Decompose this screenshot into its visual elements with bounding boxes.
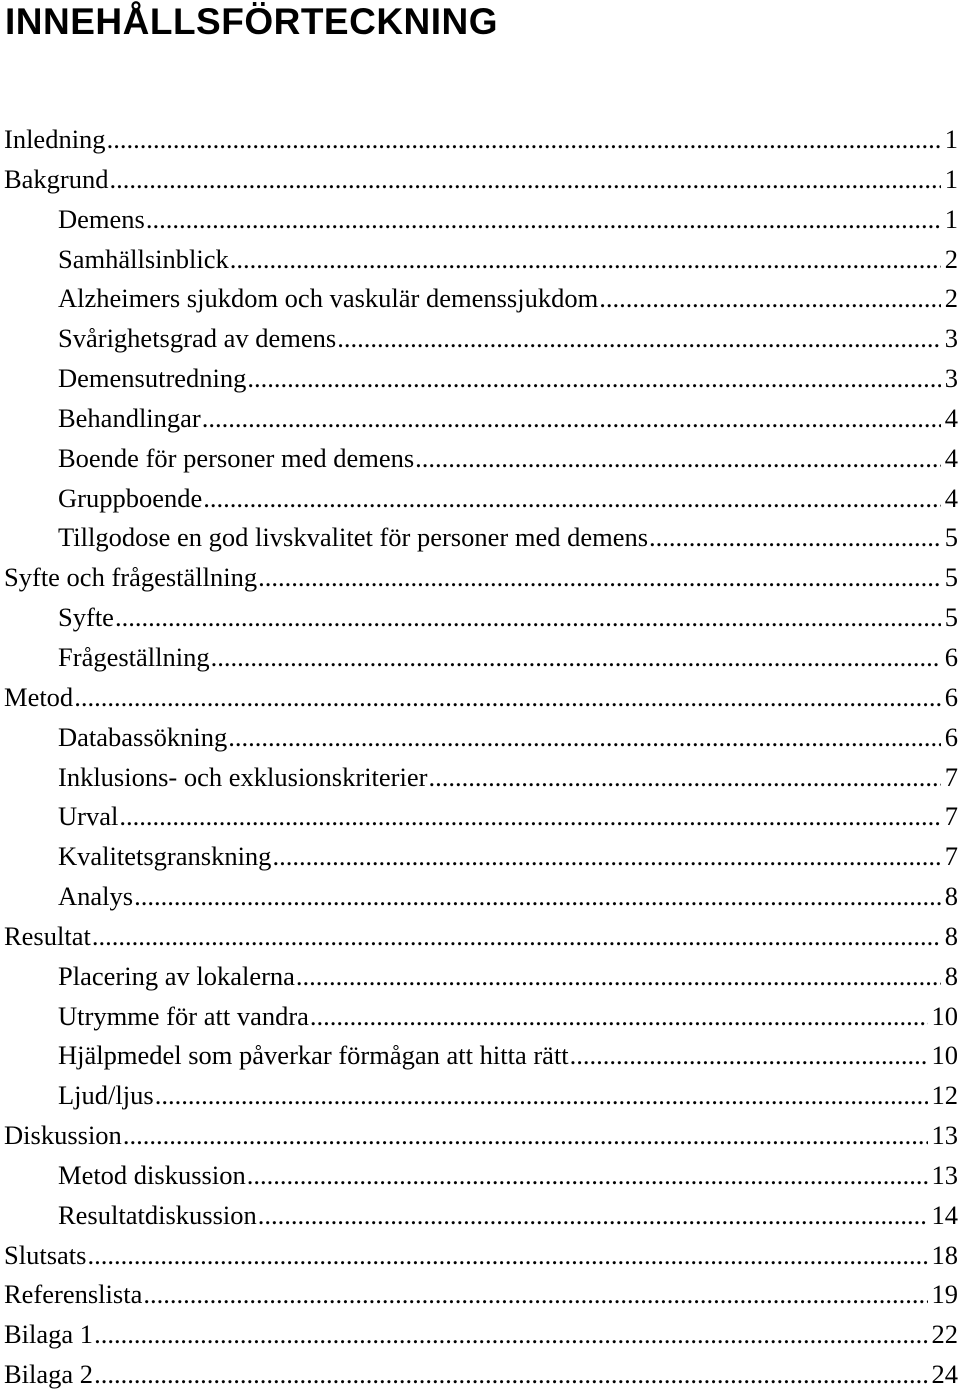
toc-entry-title: Placering av lokalerna	[58, 960, 295, 991]
toc-entry[interactable]	[0, 718, 960, 758]
toc-entry-title: Svårighetsgrad av demens	[58, 323, 337, 354]
toc-dot-leader	[203, 479, 941, 519]
toc-entry-page-number: 6	[944, 721, 958, 752]
toc-entry[interactable]	[0, 917, 960, 957]
toc-entry-title: Kvalitetsgranskning	[58, 841, 272, 872]
toc-dot-leader	[247, 359, 940, 399]
toc-entry-title: Demens	[58, 203, 145, 234]
toc-entry-page-number: 6	[944, 641, 958, 672]
toc-entry-page-number: 3	[944, 363, 958, 394]
toc-dot-leader	[230, 240, 941, 280]
toc-entry[interactable]	[0, 877, 960, 917]
toc-dot-leader	[94, 1315, 927, 1355]
toc-entry-page-number: 8	[944, 960, 958, 991]
toc-entry[interactable]	[0, 359, 960, 399]
toc-dot-leader	[155, 1076, 928, 1116]
toc-entry-title: Databassökning	[58, 721, 228, 752]
toc-entry-title: Bilaga 1	[4, 1319, 94, 1350]
toc-entry-title: Urval	[58, 801, 119, 832]
toc-entry-page-number: 1	[944, 203, 958, 234]
toc-list	[0, 120, 960, 1395]
toc-entry-title: Metod diskussion	[58, 1159, 246, 1190]
toc-entry[interactable]	[0, 1355, 960, 1395]
toc-entry-page-number: 8	[944, 920, 958, 951]
toc-entry[interactable]	[0, 1196, 960, 1236]
toc-entry-page-number: 4	[944, 442, 958, 473]
toc-entry[interactable]	[0, 439, 960, 479]
toc-entry-title: Syfte och frågeställning	[4, 562, 258, 593]
toc-entry-page-number: 24	[931, 1359, 958, 1390]
toc-entry-title: Inklusions- och exklusionskriterier	[58, 761, 428, 792]
toc-entry-page-number: 2	[944, 243, 958, 274]
toc-entry-title: Ljud/ljus	[58, 1080, 154, 1111]
toc-entry[interactable]	[0, 1236, 960, 1276]
toc-entry-title: Tillgodose en god livskvalitet för personer med demens	[58, 522, 649, 553]
toc-entry[interactable]	[0, 319, 960, 359]
toc-dot-leader	[228, 718, 940, 758]
toc-entry-title: Bakgrund	[4, 163, 109, 194]
toc-dot-leader	[247, 1156, 928, 1196]
toc-entry[interactable]	[0, 638, 960, 678]
toc-entry-page-number: 18	[931, 1239, 958, 1270]
toc-dot-leader	[115, 598, 941, 638]
toc-entry-title: Utrymme för att vandra	[58, 1000, 309, 1031]
toc-entry-title: Demensutredning	[58, 363, 247, 394]
toc-entry-page-number: 3	[944, 323, 958, 354]
toc-entry-page-number: 8	[944, 881, 958, 912]
toc-dot-leader	[110, 160, 941, 200]
toc-entry-title: Slutsats	[4, 1239, 87, 1270]
toc-dot-leader	[337, 319, 941, 359]
toc-entry-page-number: 10	[931, 1000, 958, 1031]
toc-entry-page-number: 1	[944, 124, 958, 154]
toc-dot-leader	[211, 638, 941, 678]
toc-dot-leader	[570, 1036, 928, 1076]
toc-entry-title: Gruppboende	[58, 482, 203, 513]
toc-dot-leader	[415, 439, 941, 479]
toc-entry-title: Inledning	[4, 124, 106, 154]
toc-dot-leader	[296, 957, 941, 997]
toc-entry[interactable]	[0, 160, 960, 200]
toc-dot-leader	[310, 997, 928, 1037]
toc-entry-page-number: 5	[944, 522, 958, 553]
toc-dot-leader	[428, 758, 940, 798]
toc-dot-leader	[272, 837, 940, 877]
toc-entry[interactable]	[0, 837, 960, 877]
toc-entry-title: Metod	[4, 681, 74, 712]
toc-dot-leader	[258, 1196, 928, 1236]
toc-dot-leader	[599, 279, 941, 319]
toc-entry[interactable]	[0, 120, 960, 160]
toc-entry-title: Samhällsinblick	[58, 243, 229, 274]
toc-entry[interactable]	[0, 1275, 960, 1315]
toc-entry-title: Referenslista	[4, 1279, 143, 1310]
toc-entry-page-number: 5	[944, 602, 958, 633]
toc-entry-title: Syfte	[58, 602, 114, 633]
toc-entry[interactable]	[0, 399, 960, 439]
toc-entry-title: Behandlingar	[58, 402, 201, 433]
toc-dot-leader	[94, 1355, 927, 1395]
toc-entry-title: Hjälpmedel som påverkar förmågan att hitta rätt	[58, 1040, 569, 1071]
toc-entry-title: Resultatdiskussion	[58, 1199, 257, 1230]
toc-dot-leader	[87, 1236, 927, 1276]
toc-entry-page-number: 1	[944, 163, 958, 194]
toc-entry[interactable]	[0, 479, 960, 519]
toc-entry[interactable]	[0, 758, 960, 798]
toc-entry[interactable]	[0, 279, 960, 319]
toc-entry-page-number: 10	[931, 1040, 958, 1071]
toc-entry-page-number: 13	[931, 1120, 958, 1151]
toc-entry-page-number: 7	[944, 801, 958, 832]
toc-entry[interactable]	[0, 997, 960, 1037]
toc-dot-leader	[74, 678, 941, 718]
toc-entry[interactable]	[0, 1076, 960, 1116]
toc-entry-page-number: 12	[931, 1080, 958, 1111]
toc-dot-leader	[119, 797, 940, 837]
toc-entry[interactable]	[0, 518, 960, 558]
toc-dot-leader	[107, 120, 941, 160]
toc-dot-leader	[649, 518, 941, 558]
toc-entry[interactable]	[0, 1036, 960, 1076]
toc-entry-title: Resultat	[4, 920, 91, 951]
toc-entry[interactable]	[0, 678, 960, 718]
toc-entry-page-number: 2	[944, 283, 958, 314]
toc-heading: INNEHÅLLSFÖRTECKNING	[5, 1, 499, 42]
toc-entry-page-number: 22	[931, 1319, 958, 1350]
toc-entry-title: Bilaga 2	[4, 1359, 94, 1390]
toc-dot-leader	[134, 877, 941, 917]
toc-entry-title: Analys	[58, 881, 134, 912]
toc-entry-title: Frågeställning	[58, 641, 210, 672]
toc-dot-leader	[202, 399, 941, 439]
toc-entry-title: Alzheimers sjukdom och vaskulär demenssjukdom	[58, 283, 599, 314]
toc-dot-leader	[258, 558, 941, 598]
toc-dot-leader	[92, 917, 941, 957]
toc-entry[interactable]	[0, 1156, 960, 1196]
toc-dot-leader	[123, 1116, 928, 1156]
toc-entry-page-number: 4	[944, 482, 958, 513]
toc-entry-page-number: 4	[944, 402, 958, 433]
toc-entry-page-number: 7	[944, 841, 958, 872]
toc-entry[interactable]	[0, 957, 960, 997]
toc-entry-page-number: 5	[944, 562, 958, 593]
toc-entry-page-number: 14	[931, 1199, 958, 1230]
toc-dot-leader	[143, 1275, 927, 1315]
toc-entry[interactable]	[0, 1315, 960, 1355]
toc-entry-title: Boende för personer med demens	[58, 442, 415, 473]
toc-entry[interactable]	[0, 797, 960, 837]
toc-entry[interactable]	[0, 558, 960, 598]
toc-entry-page-number: 13	[931, 1159, 958, 1190]
toc-entry[interactable]	[0, 598, 960, 638]
toc-entry-page-number: 19	[931, 1279, 958, 1310]
toc-entry-page-number: 6	[944, 681, 958, 712]
toc-entry[interactable]	[0, 240, 960, 280]
toc-entry[interactable]	[0, 1116, 960, 1156]
toc-dot-leader	[146, 200, 941, 240]
toc-entry-title: Diskussion	[4, 1120, 122, 1151]
toc-entry-page-number: 7	[944, 761, 958, 792]
toc-entry[interactable]	[0, 200, 960, 240]
